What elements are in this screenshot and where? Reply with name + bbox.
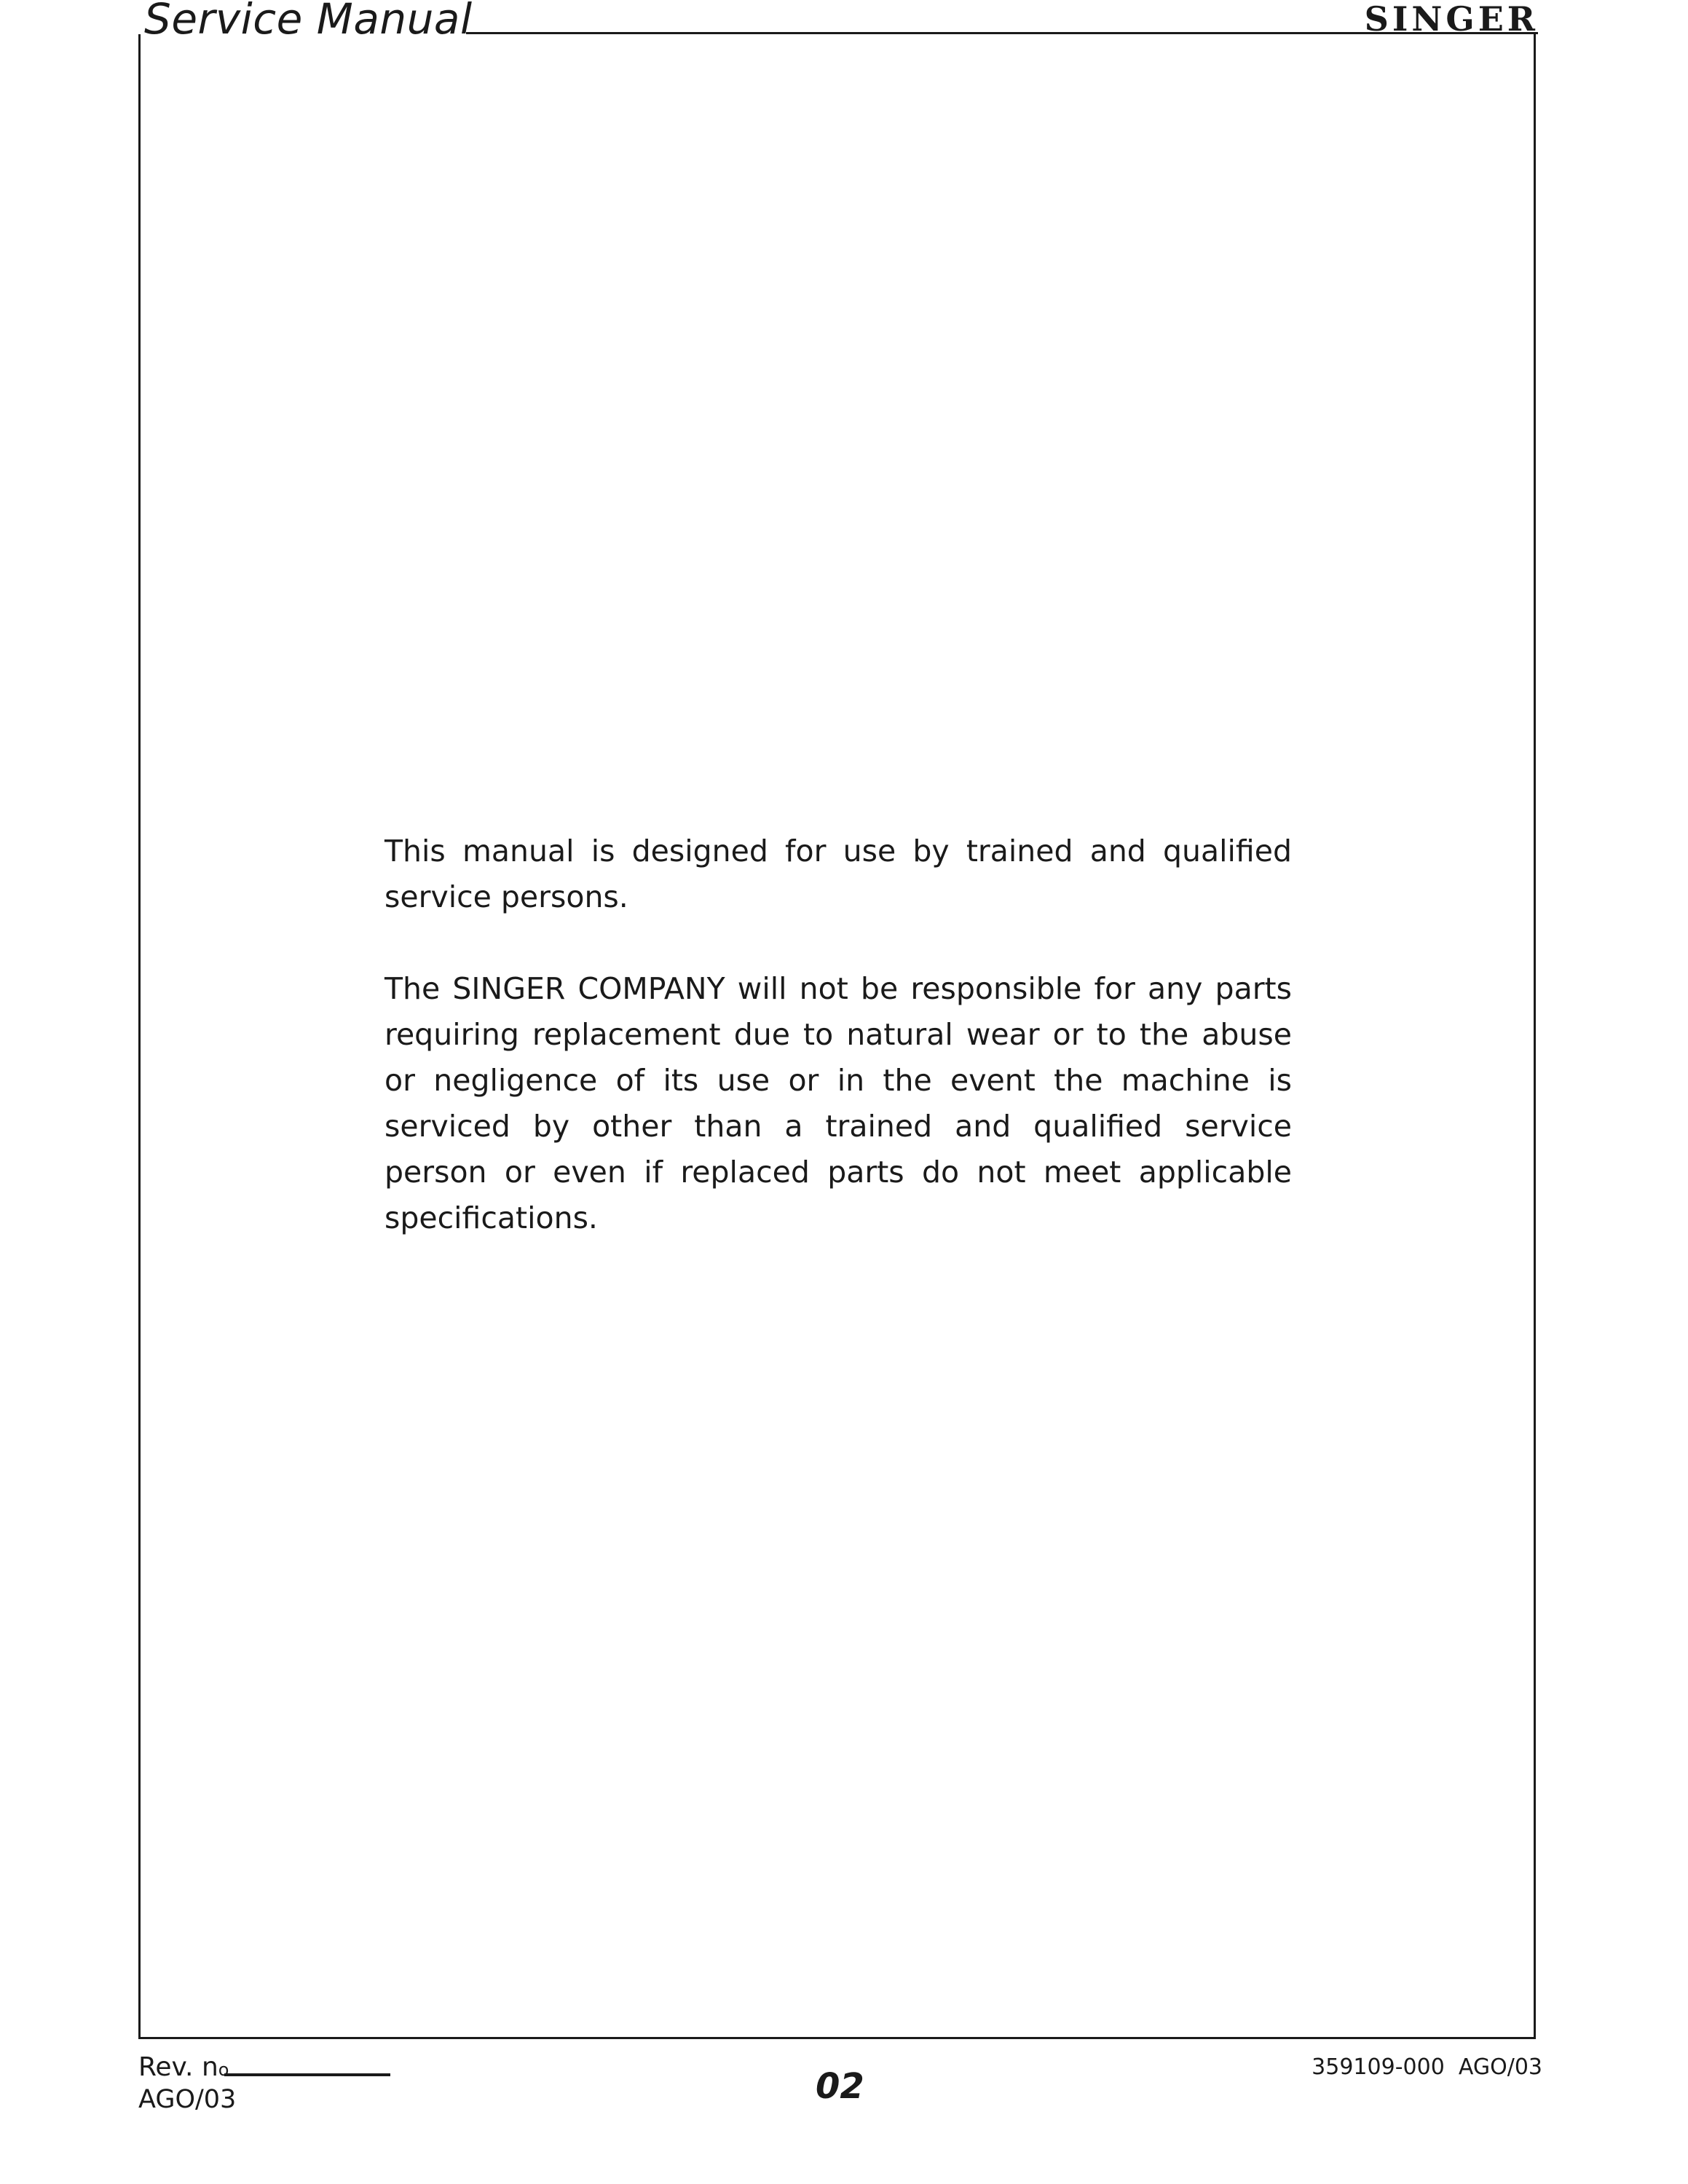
page-title: Service Manual — [144, 0, 473, 44]
document-code — [1312, 2054, 1542, 2081]
notice-paragraph-2: The SINGER COMPANY will not be responsible for any parts requiring replacement due to natural wear or to the abuse or negligence of its use or in the event the machine is serviced by other than a trained and qualified service person or even if replaced parts do not meet applicable specifications. — [384, 971, 1292, 1235]
revision-rule — [224, 2073, 390, 2076]
document-number: 359109-000 — [1312, 2054, 1445, 2080]
notice-text — [384, 828, 1292, 1287]
page-number: 02 — [816, 2066, 864, 2107]
revision-label-text: Rev. n — [138, 2052, 218, 2082]
brand-logo: SINGER — [1364, 0, 1539, 39]
revision-label — [138, 2053, 229, 2084]
revision-date: AGO/03 — [138, 2085, 237, 2114]
revision-label-superscript: o — [218, 2060, 229, 2080]
notice-paragraph-1: This manual is designed for use by trained and qualified service persons. — [384, 834, 1292, 914]
document-date: AGO/03 — [1458, 2054, 1542, 2080]
